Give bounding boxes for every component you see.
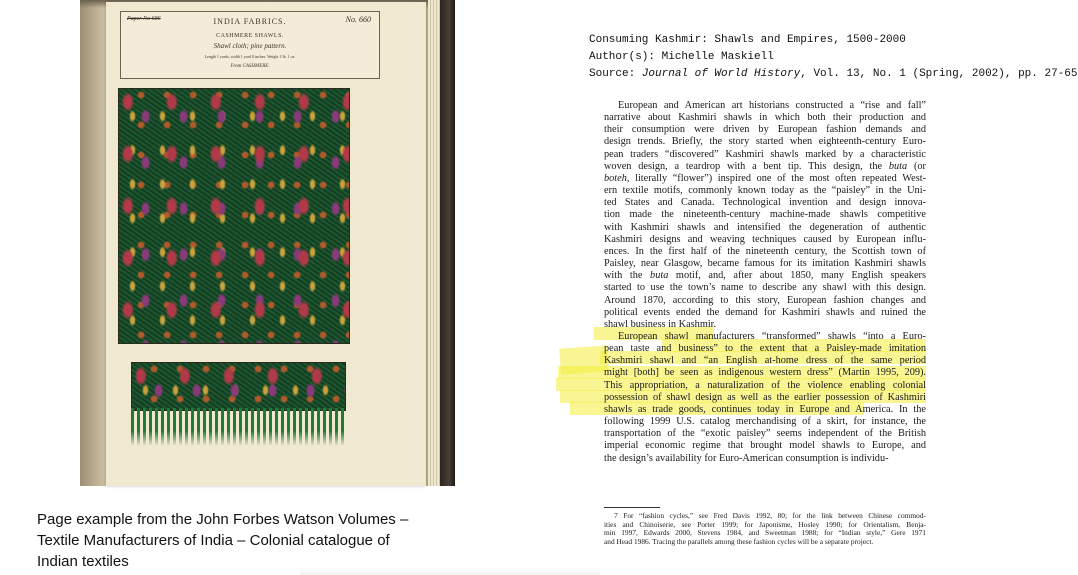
- label-dimensions: Length 1 yards; width 1 yard 0 inches. Weight 1 lb. 1 oz.: [204, 54, 296, 59]
- article-line: boteh, literally “flower”) inspired one of the most often repeated West-: [604, 172, 926, 184]
- article-citation: [589, 32, 1078, 83]
- specimen-label: [120, 11, 380, 79]
- article-line: This appropriation, a naturalization of the violence enabling colonial: [604, 379, 926, 391]
- article-line: European shawl manufacturers “transformed” shawls “into a Euro-: [618, 330, 926, 342]
- article-line: shawls as trade goods, continues today in Europe and America. In the: [604, 403, 926, 415]
- article-line: their consumption were driven by European fashion demands and: [604, 124, 926, 136]
- label-subtitle: CASHMERE SHAWLS.: [216, 33, 284, 39]
- article-line: shawl business in Kashmir.: [604, 318, 717, 330]
- article-line: pean traders “discovered” Kashmiri shawls marked by a characteristic: [604, 148, 926, 160]
- article-line: transportation of the “exotic paisley” seems independent of the British: [604, 428, 926, 440]
- footnote-rule: [604, 507, 660, 508]
- article-line: imperial economic regime that brought model shawls to Europe, and: [604, 440, 926, 452]
- label-title: INDIA FABRICS.: [213, 17, 287, 26]
- footnote-line: ities and Chinoiserie, see Porter 1999; for Japonisme, Hosley 1990; for Orientalism, Benja-: [604, 519, 926, 529]
- article-line: Kashmiri designs and weaving techniques caused by European influ-: [604, 233, 926, 245]
- photo-caption: [37, 509, 497, 572]
- footnote-line: and Head 1986. Tracing the parallels among these fashion cycles will be a separate project.: [604, 536, 874, 546]
- label-number: No. 660: [345, 15, 371, 24]
- article-line: tion made the nineteenth-century machine-made shawls competitive: [604, 209, 926, 221]
- shawl-swatch-main: [118, 88, 350, 344]
- article-line: the design’s availability for Euro-American consumption is individu-: [604, 452, 889, 464]
- label-description: Shawl cloth; pine pattern.: [213, 42, 287, 50]
- article-line: with Kashmiri shawls and intensified the degeneration of authentic: [604, 221, 926, 233]
- label-paper-no: Paper No 686: [127, 16, 161, 22]
- article-line: ted States and Canada. Technological invention and design innova-: [604, 197, 926, 209]
- book-spine: [440, 0, 455, 486]
- article-line: woven design, a teardrop with a bent tip. This design, the buta (or: [604, 160, 926, 172]
- footnote-line: 7 For “fashion cycles,” see Fred Davis 1992, 80; for the link between Chinese commod-: [614, 511, 926, 520]
- article-author: Author(s): Michelle Maskiell: [589, 51, 774, 63]
- caption-line: Indian textiles: [37, 553, 129, 570]
- article-line: started to use the town’s name to describe any shawl with this design.: [604, 282, 926, 294]
- article-line: pean taste and business” to the extent that a Paisley-made imitation: [604, 343, 926, 355]
- shawl-fringe: [131, 408, 344, 446]
- source-details: , Vol. 13, No. 1 (Spring, 2002), pp. 27-65: [800, 68, 1078, 80]
- caption-line: Page example from the John Forbes Watson Volumes –: [37, 511, 409, 528]
- article-line: narrative about Kashmiri shawls in which both their production and: [604, 112, 926, 124]
- article-line: following 1999 U.S. catalog merchandising of a skirt, for instance, the: [604, 416, 926, 428]
- article-title: Consuming Kashmir: Shawls and Empires, 1500-2000: [589, 34, 906, 46]
- article-line: design trends. Briefly, the story started when eighteenth-century Euro-: [604, 136, 926, 148]
- article-line: European and American art historians constructed a “rise and fall”: [618, 100, 926, 111]
- caption-line: Textile Manufacturers of India – Colonial catalogue of: [37, 532, 390, 549]
- article-line: Kashmiri shawl and “an English at-home dress of the same period: [604, 355, 926, 367]
- article-line: political events ended the demand for Kashmiri shawls and ruined the: [604, 306, 926, 318]
- article-source: [589, 66, 1078, 83]
- footnote: [604, 512, 926, 546]
- source-prefix: Source:: [589, 68, 642, 80]
- article-line: ences. In the first half of the nineteenth century, the Scottish town of: [604, 245, 926, 257]
- shawl-swatch-strip: [131, 362, 346, 411]
- article-line: might [both] be seen as indigenous western dress” (Martin 1995, 209).: [604, 367, 926, 379]
- article-line: possession of shawl design as well as the earlier possession of Kashmiri: [604, 391, 926, 403]
- article-line: Paisley, near Glasgow, became famous for its imitation Kashmiri shawls: [604, 258, 926, 270]
- slide-bottom-shade: [300, 568, 600, 575]
- footnote-line: min 1997, Edwards 2000, Stevens 1984, and Sweetman 1988; for “Indian style,” Gere 1971: [604, 528, 926, 538]
- label-origin: From CASHMERE.: [230, 64, 270, 69]
- source-journal: Journal of World History: [641, 68, 801, 80]
- article-body: [604, 100, 926, 465]
- article-line: ern textile motifs, commonly known today as the “paisley” in the Uni-: [604, 185, 926, 197]
- article-line: Around 1870, according to this story, European fashion changes and: [604, 294, 926, 306]
- article-line: with the buta motif, and, after about 1850, many English speakers: [604, 270, 926, 282]
